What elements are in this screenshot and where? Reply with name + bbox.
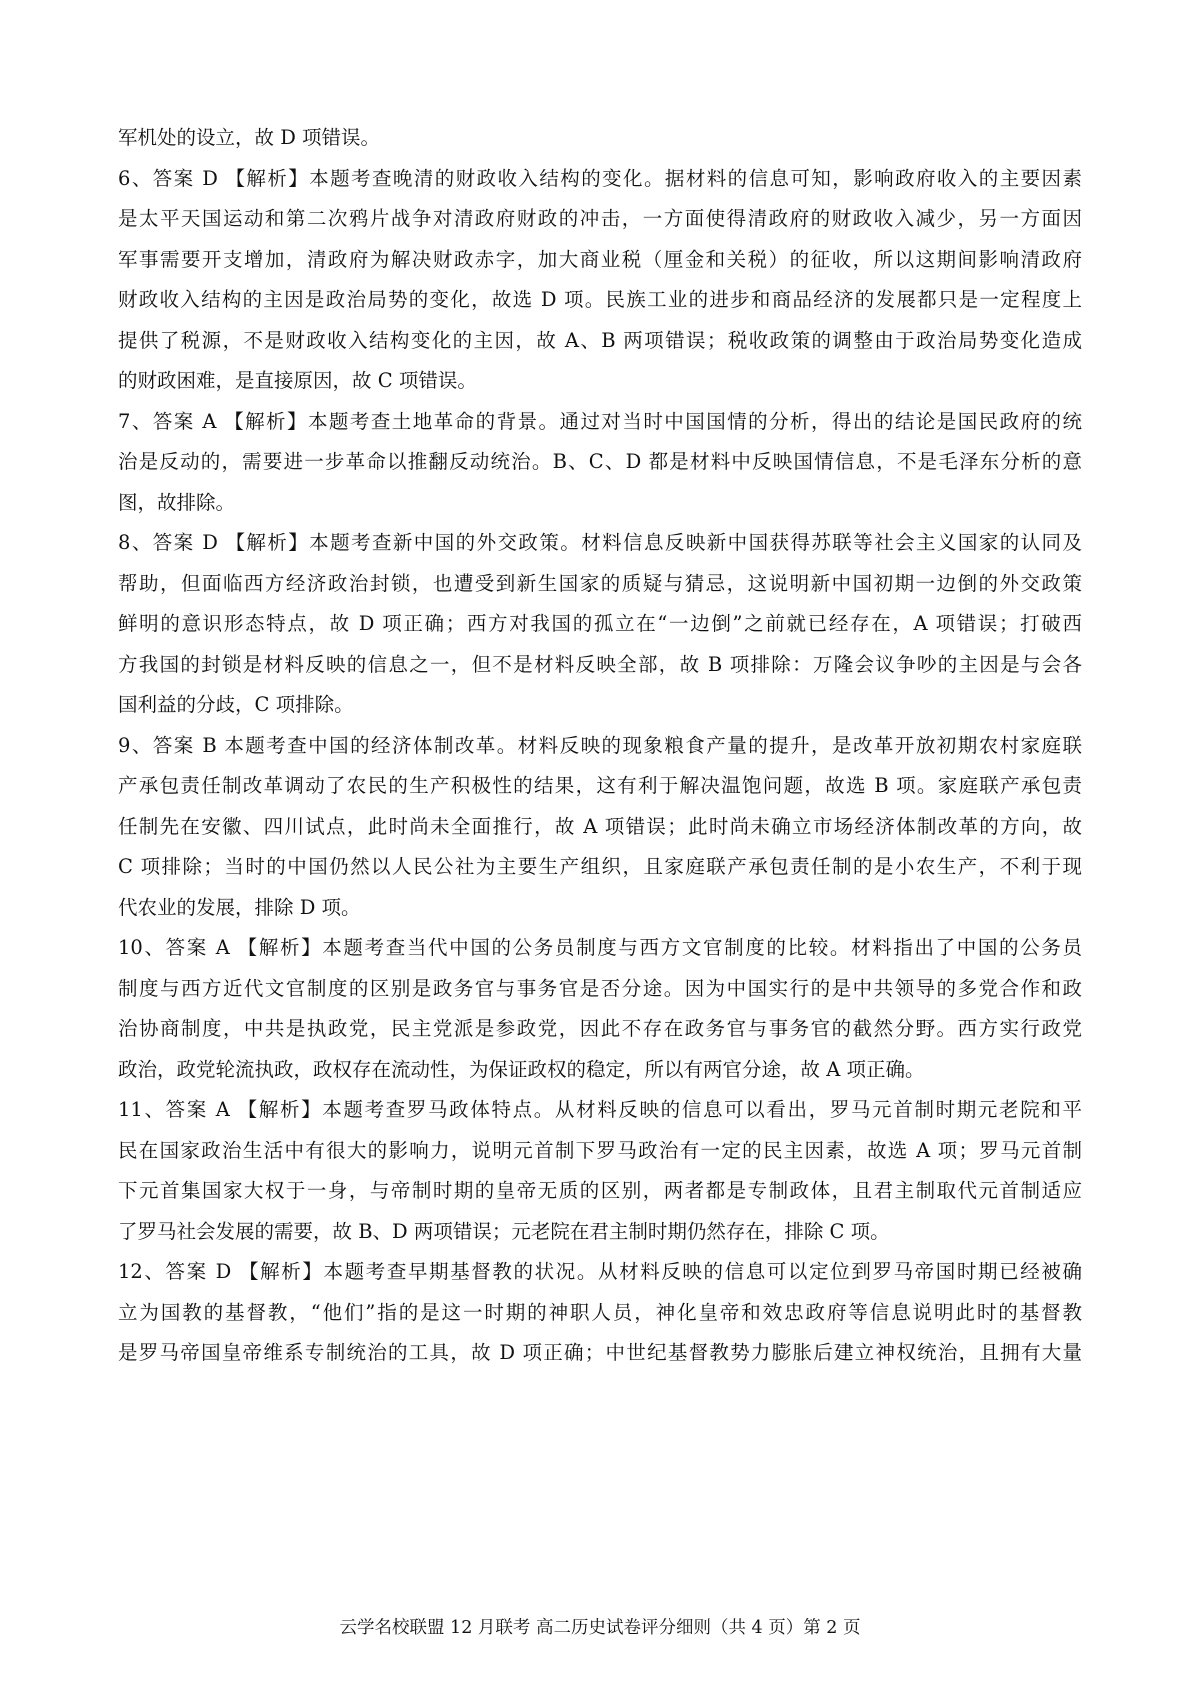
text-line: 制度与西方近代文官制度的区别是政务官与事务官是否分途。因为中国实行的是中共领导的多党合作和政 (118, 976, 1082, 1000)
text-line: 10、答案 A 【解析】本题考查当代中国的公务员制度与西方文官制度的比较。材料指出了中国的公务员 (118, 936, 1082, 959)
text-line: 7、答案 A 【解析】本题考查土地革命的背景。通过对当时中国国情的分析，得出的结论是国民政府的统 (118, 409, 1082, 433)
text-line: 财政收入结构的主因是政治局势的变化，故选 D 项。民族工业的进步和商品经济的发展都只是一定程度上 (118, 288, 1082, 311)
text-line: 立为国教的基督教，“他们”指的是这一时期的神职人员，神化皇帝和效忠政府等信息说明此时的基督教 (118, 1300, 1082, 1324)
text-line: 方我国的封锁是材料反映的信息之一，但不是材料反映全部，故 B 项排除：万隆会议争吵的主因是与会各 (118, 652, 1082, 676)
text-line: 治协商制度，中共是执政党，民主党派是参政党，因此不存在政务官与事务官的截然分野。西方实行政党 (118, 1017, 1082, 1040)
text-line: 是太平天国运动和第二次鸦片战争对清政府财政的冲击，一方面使得清政府的财政收入减少，另一方面因 (118, 207, 1082, 230)
text-line: 6、答案 D 【解析】本题考查晚清的财政收入结构的变化。据材料的信息可知，影响政府收入的主要因素 (118, 166, 1082, 190)
text-line: 帮助，但面临西方经济政治封锁，也遭受到新生国家的质疑与猜忌，这说明新中国初期一边倒的外交政策 (118, 571, 1082, 595)
text-line: 11、答案 A 【解析】本题考查罗马政体特点。从材料反映的信息可以看出，罗马元首制时期元老院和平 (118, 1098, 1082, 1121)
text-line: 8、答案 D 【解析】本题考查新中国的外交政策。材料信息反映新中国获得苏联等社会主义国家的认同及 (118, 531, 1082, 554)
page-footer: 云学名校联盟 12 月联考 高二历史试卷评分细则（共 4 页）第 2 页 (339, 1618, 861, 1638)
text-line: 政治，政党轮流执政，政权存在流动性，为保证政权的稳定，所以有两官分途，故 A 项正确。 (118, 1057, 925, 1081)
text-line: 了罗马社会发展的需要，故 B、D 两项错误；元老院在君主制时期仍然存在，排除 C 项。 (118, 1219, 890, 1243)
text-line: 的财政困难，是直接原因，故 C 项错误。 (118, 369, 477, 392)
text-line: 9、答案 B 本题考查中国的经济体制改革。材料反映的现象粮食产量的提升，是改革开放初期农村家庭联 (118, 733, 1082, 757)
text-line: 提供了税源，不是财政收入结构变化的主因，故 A、B 两项错误；税收政策的调整由于政治局势变化造成 (118, 328, 1082, 352)
text-line: 军事需要开支增加，清政府为解决财政赤字，加大商业税（厘金和关税）的征收，所以这期间影响清政府 (118, 247, 1082, 271)
text-line: 民在国家政治生活中有很大的影响力，说明元首制下罗马政治有一定的民主因素，故选 A 项；罗马元首制 (118, 1138, 1082, 1162)
text-line: 国利益的分歧，C 项排除。 (118, 693, 354, 716)
text-line: 军机处的设立，故 D 项错误。 (118, 126, 381, 149)
text-line: 任制先在安徽、四川试点，此时尚未全面推行，故 A 项错误；此时尚未确立市场经济体制改革的方向，故 (118, 814, 1082, 838)
text-line: 鲜明的意识形态特点，故 D 项正确；西方对我国的孤立在“一边倒”之前就已经存在，A 项错误；打破西 (118, 612, 1082, 635)
text-line: C 项排除；当时的中国仍然以人民公社为主要生产组织，且家庭联产承包责任制的是小农生产，不利于现 (118, 855, 1082, 878)
text-line: 产承包责任制改革调动了农民的生产积极性的结果，这有利于解决温饱问题，故选 B 项。家庭联产承包责 (118, 774, 1082, 797)
text-line: 下元首集国家大权于一身，与帝制时期的皇帝无质的区别，两者都是专制政体，且君主制取代元首制适应 (118, 1179, 1082, 1202)
text-line: 图，故排除。 (118, 490, 236, 514)
text-line: 代农业的发展，排除 D 项。 (118, 895, 361, 919)
text-line: 是罗马帝国皇帝维系专制统治的工具，故 D 项正确；中世纪基督教势力膨胀后建立神权统治，且拥有大量 (118, 1341, 1082, 1364)
text-line: 治是反动的，需要进一步革命以推翻反动统治。B、C、D 都是材料中反映国情信息，不是毛泽东分析的意 (118, 450, 1082, 473)
document-body (118, 118, 1082, 1374)
text-line: 12、答案 D 【解析】本题考查早期基督教的状况。从材料反映的信息可以定位到罗马帝国时期已经被确 (118, 1260, 1082, 1283)
